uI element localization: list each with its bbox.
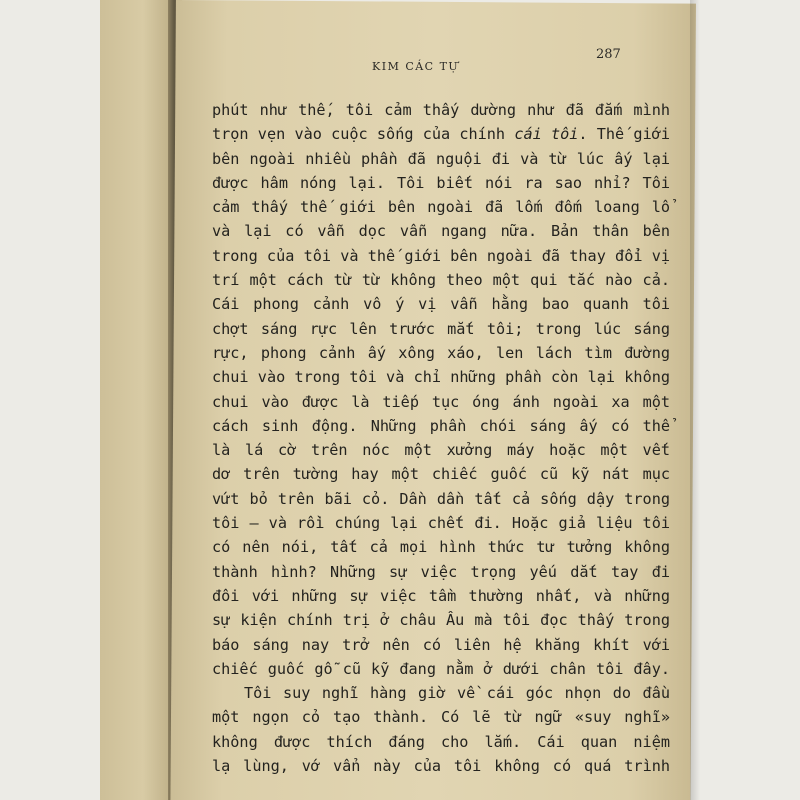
text-line	[212, 122, 670, 146]
page-edge-shadow	[690, 0, 700, 800]
text-line: được hâm nóng lại. Tôi biết nói ra sao nhỉ? Tôi	[212, 173, 670, 192]
text-line: chợt sáng rực lên trước mắt tôi; trong lúc sáng	[212, 319, 670, 338]
left-page-edge	[100, 0, 178, 800]
text-line: cảm thấy thế giới bên ngoài đã lốm đốm loang lổ	[212, 198, 670, 217]
text-line: chui vào trong tôi và chỉ những phần còn lại không	[212, 368, 670, 387]
text-line: lạ lùng, vớ vẩn này của tôi không có quá trình	[212, 757, 670, 776]
paragraph-start-line: Tôi suy nghĩ hàng giờ về cái góc nhọn do đầu	[244, 684, 670, 703]
text-span: trọn vẹn vào cuộc sống của chính	[212, 125, 515, 144]
text-line: không được thích đáng cho lắm. Cái quan niệm	[212, 732, 670, 751]
text-line: vứt bỏ trên bãi cỏ. Dần dần tất cả sống dậy trong	[212, 489, 670, 508]
text-line: trí một cách từ từ không theo một qui tắc nào cả.	[212, 271, 670, 290]
text-line: đôi với những sự việc tầm thường nhất, và những	[212, 586, 670, 605]
body-text	[212, 98, 670, 778]
text-line: báo sáng nay trở nên có liên hệ khăng khít với	[212, 635, 670, 654]
text-line: cách sinh động. Những phần chói sáng ấy có thể	[212, 416, 670, 435]
text-line: và lại có vẫn dọc vẫn ngang nữa. Bản thân bên	[212, 222, 670, 241]
text-line: rực, phong cảnh ấy xông xáo, len lách tìm đường	[212, 343, 670, 362]
text-line: chui vào được là tiếp tục óng ánh ngoài xa một	[212, 392, 670, 411]
text-line: phút như thế, tôi cảm thấy dường như đã đắm mình	[212, 101, 670, 119]
text-line: thành hình? Những sự việc trọng yếu dắt tay đi	[212, 562, 670, 581]
text-line: bên ngoài nhiều phần đã nguội đi và từ lúc ấy lại	[212, 149, 670, 168]
text-line: Cái phong cảnh vô ý vị vẫn hằng bao quanh tôi	[212, 295, 670, 314]
running-head: KIM CÁC TỰ	[372, 60, 460, 73]
text-line: là lá cờ trên nóc một xưởng máy hoặc một vết	[212, 441, 670, 460]
text-line: tôi — và rồi chúng lại chết đi. Hoặc giả liệu tôi	[212, 514, 670, 533]
italic-phrase: cái tôi	[514, 125, 579, 144]
text-line: một ngọn cỏ tạo thành. Có lẽ từ ngữ «suy nghĩ»	[212, 708, 670, 727]
text-line: sự kiện chính trị ở châu Âu mà tôi đọc thấy trong	[212, 611, 670, 630]
text-line: trong của tôi và thế giới bên ngoài đã thay đổi vị	[212, 246, 670, 265]
text-line: có nên nói, tất cả mọi hình thức tư tưởng không	[212, 538, 670, 557]
text-line: dơ trên tường hay một chiếc guốc cũ kỹ nát mục	[212, 465, 670, 484]
text-line: chiếc guốc gỗ cũ kỹ đang nằm ở dưới chân tôi đây.	[212, 659, 670, 678]
text-span: . Thế giới	[578, 125, 671, 144]
page-number: 287	[596, 47, 621, 62]
